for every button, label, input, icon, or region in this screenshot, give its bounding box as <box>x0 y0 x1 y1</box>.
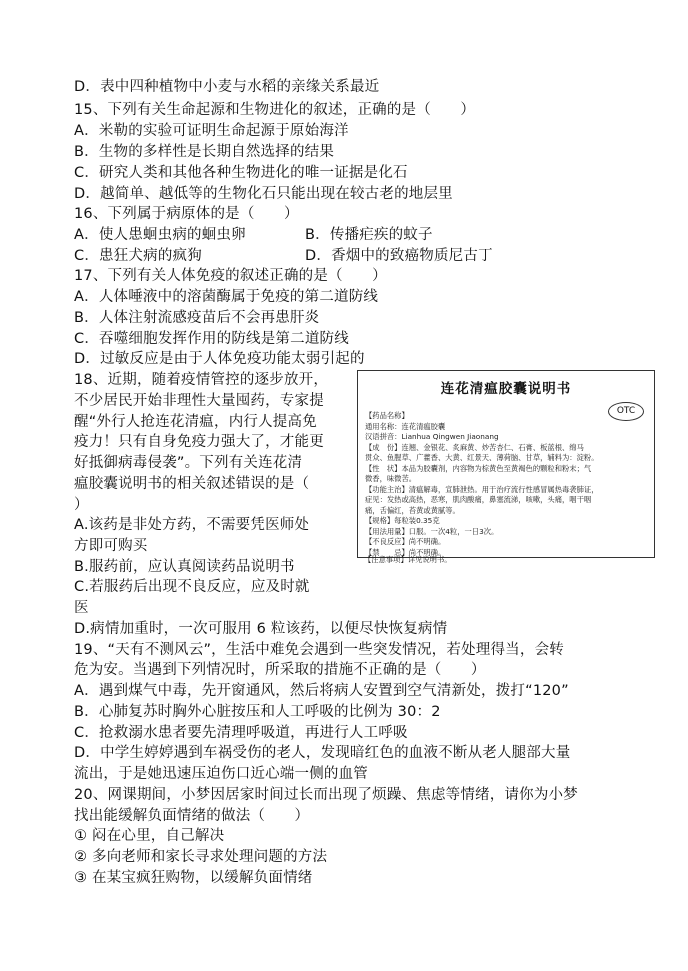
q18-option-a-cont: 方即可购买 <box>74 538 148 554</box>
leaflet-line: 【不良反应】尚不明确。 <box>365 537 446 546</box>
q17-option-c: C．吞噬细胞发挥作用的防线是第二道防线 <box>74 331 349 347</box>
q19-option-a: A．遇到煤气中毒，先开窗通风，然后将病人安置到空气清新处，拨打“120” <box>74 683 569 699</box>
leaflet-line: 通用名称：连花清瘟胶囊 <box>365 421 446 431</box>
q18-stem-line: ） <box>74 497 89 513</box>
q16-option-b: B．传播疟疾的蚊子 <box>305 227 433 243</box>
q15-option-c: C．研究人类和其他各种生物进化的唯一证据是化石 <box>74 165 408 181</box>
q19-option-d-cont: 流出，于是她迅速压迫伤口近心端一侧的血管 <box>74 766 368 782</box>
leaflet-line: 【药品名称】 <box>365 411 409 420</box>
otc-badge: OTC <box>608 402 644 421</box>
q19-stem-cont: 危为安。当遇到下列情况时，所采取的措施不正确的是（ ） <box>74 662 486 678</box>
q18-option-c: C.若服药后出现不良反应，应及时就 <box>74 579 310 595</box>
q19-stem: 19、“天有不测风云”，生活中难免会遇到一些突发情况，若处理得当，会转 <box>74 642 564 658</box>
q19-option-c: C．抢救溺水患者要先清理呼吸道，再进行人工呼吸 <box>74 725 408 741</box>
q15-option-a: A．米勒的实验可证明生命起源于原始海洋 <box>74 123 349 139</box>
q20-stem-cont: 找出能缓解负面情绪的做法（ ） <box>74 808 310 824</box>
q18-stem-line: 18、近期，随着疫情管控的逐步放开， <box>74 372 329 388</box>
q19-option-b: B．心肺复苏时胸外心脏按压和人工呼吸的比例为 30：2 <box>74 704 441 720</box>
leaflet-line: 微香，味微苦。 <box>365 474 417 483</box>
leaflet-line: 【性 状】本品为胶囊剂，内容物为棕黄色至黄褐色的颗粒和粉末；气 <box>365 463 592 473</box>
leaflet-line: 【规格】每粒装0.35克 <box>365 516 440 525</box>
q17-option-d: D．过敏反应是由于人体免疫功能太弱引起的 <box>74 351 365 367</box>
q18-stem-line: 好抵御病毒侵袭”。下列有关连花清 <box>74 455 303 471</box>
leaflet-line: 症见：发热或高热，恶寒，肌肉酸痛，鼻塞流涕，咳嗽，头痛，咽干咽 <box>365 495 592 504</box>
q18-option-b: B.服药前，应认真阅读药品说明书 <box>74 559 295 575</box>
leaflet-line: 贯众、鱼腥草、广藿香、大黄、红景天、薄荷脑、甘草，辅料为：淀粉。 <box>365 453 599 462</box>
q20-stem: 20、网课期间，小梦因居家时间过长而出现了烦躁、焦虑等情绪，请你为小梦 <box>74 787 578 803</box>
q16-options-row1 <box>74 225 433 245</box>
q15-option-d: D．越简单、越低等的生物化石只能出现在较古老的地层里 <box>74 186 453 202</box>
q16-stem: 16、下列属于病原体的是（ ） <box>74 206 299 222</box>
q18-stem-line: 疫力！只有自身免疫力强大了，才能更 <box>74 434 324 450</box>
q18-stem-line: 不少居民开始非理性大量囤药，专家提 <box>74 393 324 409</box>
q15-stem: 15、下列有关生命起源和生物进化的叙述，正确的是（ ） <box>74 102 476 118</box>
leaflet-line: 【功能主治】清瘟解毒，宣肺泄热。用于治疗流行性感冒属热毒袭肺证， <box>365 484 599 494</box>
leaflet-line: 痛，舌偏红，苔黄或黄腻等。 <box>365 505 460 515</box>
leaflet-line-last: 【注意事项】详见说明书。 <box>364 555 452 564</box>
q20-item-2: ② 多向老师和家长寻求处理问题的方法 <box>74 849 328 865</box>
q16-option-a: A．使人患蛔虫病的蛔虫卵 <box>74 227 246 243</box>
q20-item-1: ① 闷在心里，自己解决 <box>74 828 225 844</box>
q20-item-3: ③ 在某宝疯狂购物，以缓解负面情绪 <box>74 870 313 886</box>
q19-option-d: D．中学生婷婷遇到车祸受伤的老人，发现暗红色的血液不断从老人腿部大量 <box>74 745 571 761</box>
q18-stem-line: 瘟胶囊说明书的相关叙述错误的是（ <box>74 476 310 492</box>
q18-option-c-cont: 医 <box>74 600 89 616</box>
q15-option-b: B．生物的多样性是长期自然选择的结果 <box>74 144 335 160</box>
leaflet-line: 【成 份】连翘、金银花、炙麻黄、炒苦杏仁、石膏、板蓝根、绵马 <box>365 442 584 452</box>
q17-option-a: A．人体唾液中的溶菌酶属于免疫的第二道防线 <box>74 289 379 305</box>
leaflet-line: 【禁 忌】尚不明确。 <box>365 547 446 557</box>
leaflet-title: 连花清瘟胶囊说明书 <box>440 381 572 397</box>
medicine-leaflet <box>357 370 655 558</box>
q16-option-c: C．患狂犬病的疯狗 <box>74 248 202 264</box>
q17-option-b: B．人体注射流感疫苗后不会再患肝炎 <box>74 310 320 326</box>
leaflet-line: 【用法用量】口服。一次4粒，一日3次。 <box>365 526 499 536</box>
q17-stem: 17、下列有关人体免疫的叙述正确的是（ ） <box>74 268 387 284</box>
q14-option-d: D．表中四种植物中小麦与水稻的亲缘关系最近 <box>74 79 380 95</box>
q16-options-row2 <box>74 246 493 266</box>
q16-option-d: D．香烟中的致癌物质尼古丁 <box>305 248 493 264</box>
q18-option-d: D.病情加重时，一次可服用 6 粒该药，以便尽快恢复病情 <box>74 621 448 637</box>
leaflet-line: 汉语拼音：Lianhua Qingwen Jiaonang <box>365 432 499 441</box>
q18-stem-line: 醒“外行人抢连花清瘟，内行人提高免 <box>74 414 317 430</box>
q18-option-a: A.该药是非处方药，不需要凭医师处 <box>74 517 310 533</box>
